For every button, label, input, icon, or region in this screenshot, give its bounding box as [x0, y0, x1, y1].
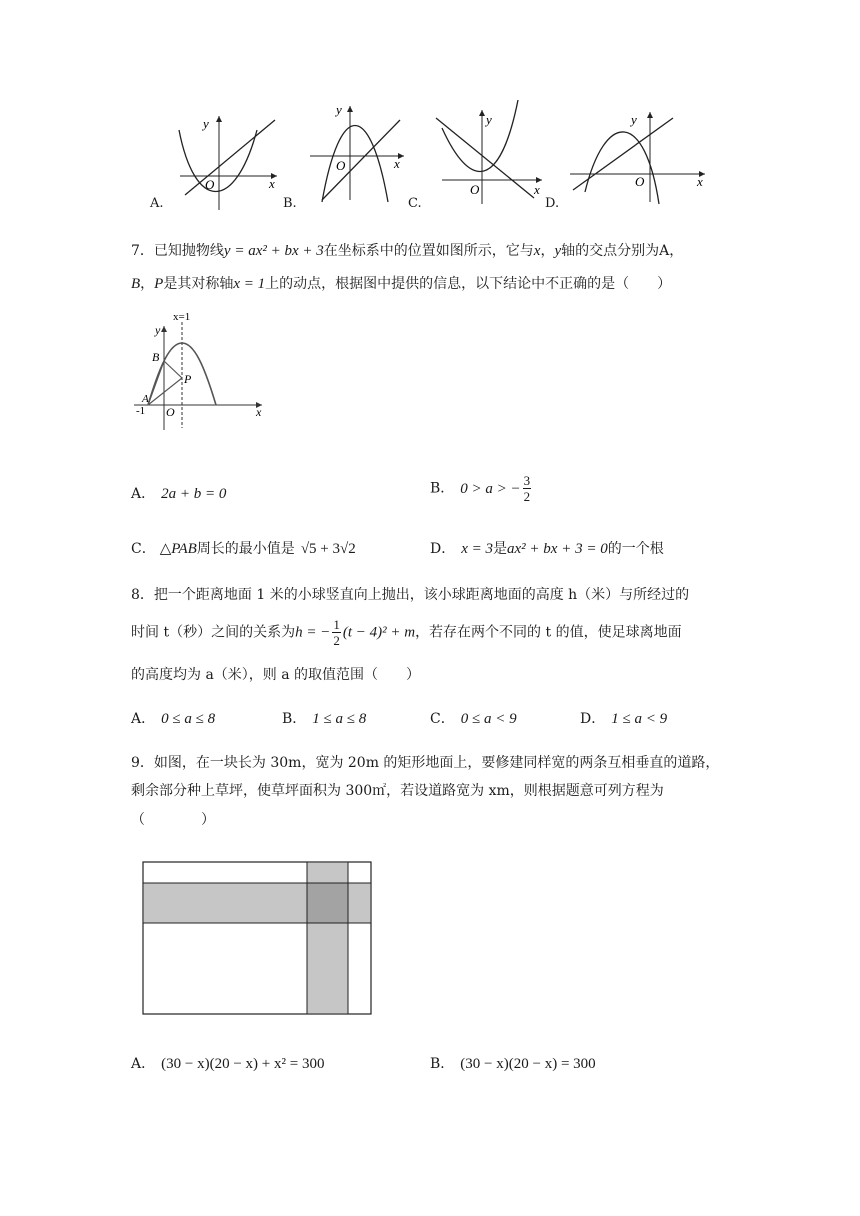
- graph-b-line: [322, 120, 400, 200]
- graph-d-x-label: x: [697, 174, 703, 189]
- q7-option-b: B． 0 > a > − $\frac{3}{2}$: [430, 473, 531, 504]
- graph-a-parabola: [179, 130, 257, 192]
- graph-c-line: [436, 118, 534, 198]
- q8-option-c: C． 0 ≤ a < 9: [430, 711, 517, 727]
- q7-option-d: D． x = 3是ax² + bx + 3 = 0的一个根: [430, 541, 664, 557]
- q7-point-a: A: [142, 393, 149, 405]
- graph-a: [165, 112, 285, 212]
- q7-neg1: -1: [136, 405, 146, 417]
- q7-option-a: A． 2a + b = 0: [131, 486, 227, 502]
- q6-option-a-label: A.: [150, 196, 164, 211]
- graph-c: [430, 100, 550, 205]
- q7-x-label: x: [256, 405, 262, 419]
- q8-stem-line1: 8．把一个距离地面 1 米的小球竖直向上抛出，该小球距离地面的高度 h（米）与所经过的: [131, 587, 690, 603]
- graph-d-origin: O: [635, 174, 645, 189]
- graph-b-origin: O: [336, 158, 346, 173]
- q7-parabola-eq: y = ax² + bx + 3: [223, 243, 324, 259]
- q7-figure: [130, 310, 270, 435]
- graph-a-origin: O: [205, 177, 215, 192]
- graph-b: [300, 100, 420, 205]
- q7-stem-line2: B，P是其对称轴x = 1上的动点，根据图中提供的信息，以下结论中不正确的是（ ）: [131, 276, 672, 292]
- q7-option-b-fraction: $\frac{3}{2}$: [523, 473, 531, 504]
- q6-option-d-label: D.: [545, 196, 560, 211]
- graph-a-line: [185, 120, 275, 195]
- q7-stem-line1: 7．已知抛物线y = ax² + bx + 3在坐标系中的位置如图所示，它与x，y轴的交点分别为A，: [131, 243, 684, 259]
- q9-option-b: B． (30 − x)(20 − x) = 300: [430, 1056, 596, 1072]
- q9-figure: [142, 861, 374, 1017]
- q8-fraction: $\frac{1}{2}$: [333, 617, 340, 648]
- q7-point-p: P: [184, 372, 192, 386]
- q8-stem-line3: 的高度均为 a（米），则 a 的取值范围（ ）: [131, 667, 421, 683]
- q9-stem-line2: 剩余部分种上草坪，使草坪面积为 300㎡，若设道路宽为 xm，则根据题意可列方程为: [131, 783, 664, 799]
- q8-option-a: A． 0 ≤ a ≤ 8: [131, 711, 216, 727]
- q9-stem-line3: （ ）: [131, 812, 215, 828]
- graph-a-y-label: y: [203, 116, 209, 131]
- graph-d: [565, 110, 715, 205]
- q8-option-d: D． 1 ≤ a < 9: [580, 711, 668, 727]
- q7-line-label: x=1: [173, 311, 191, 323]
- q7-y-label: y: [155, 323, 161, 337]
- graph-d-y-label: y: [631, 112, 637, 127]
- q7-point-b: B: [152, 350, 160, 364]
- graph-d-line: [573, 118, 673, 190]
- graph-b-y-label: y: [336, 102, 342, 117]
- q9-stem-line1: 9．如图，在一块长为 30m，宽为 20m 的矩形地面上，要修建同样宽的两条互相垂直的道路，: [131, 755, 720, 771]
- q7-segment-bp: [164, 361, 182, 378]
- graph-b-x-label: x: [394, 156, 400, 171]
- graph-c-x-label: x: [534, 182, 540, 197]
- graph-c-parabola: [442, 100, 518, 171]
- graph-c-origin: O: [470, 182, 480, 197]
- q6-option-b-label: B.: [283, 196, 297, 211]
- q7-origin: O: [166, 405, 175, 419]
- q9-overlap: [307, 883, 348, 923]
- graph-c-y-label: y: [486, 112, 492, 127]
- q8-option-b: B． 1 ≤ a ≤ 8: [282, 711, 367, 727]
- q8-stem-line2: 时间 t（秒）之间的关系为h = − $\frac{1}{2}$ (t − 4)² + m，若存在两个不同的 t 的值，使足球离地面: [131, 617, 682, 648]
- q7-option-c: C． △PAB周长的最小值是 √5 + 3√2: [131, 541, 356, 557]
- q6-option-c-label: C.: [408, 196, 422, 211]
- q9-option-a: A． (30 − x)(20 − x) + x² = 300: [131, 1056, 325, 1072]
- graph-d-parabola: [585, 132, 659, 204]
- graph-a-x-label: x: [269, 176, 275, 191]
